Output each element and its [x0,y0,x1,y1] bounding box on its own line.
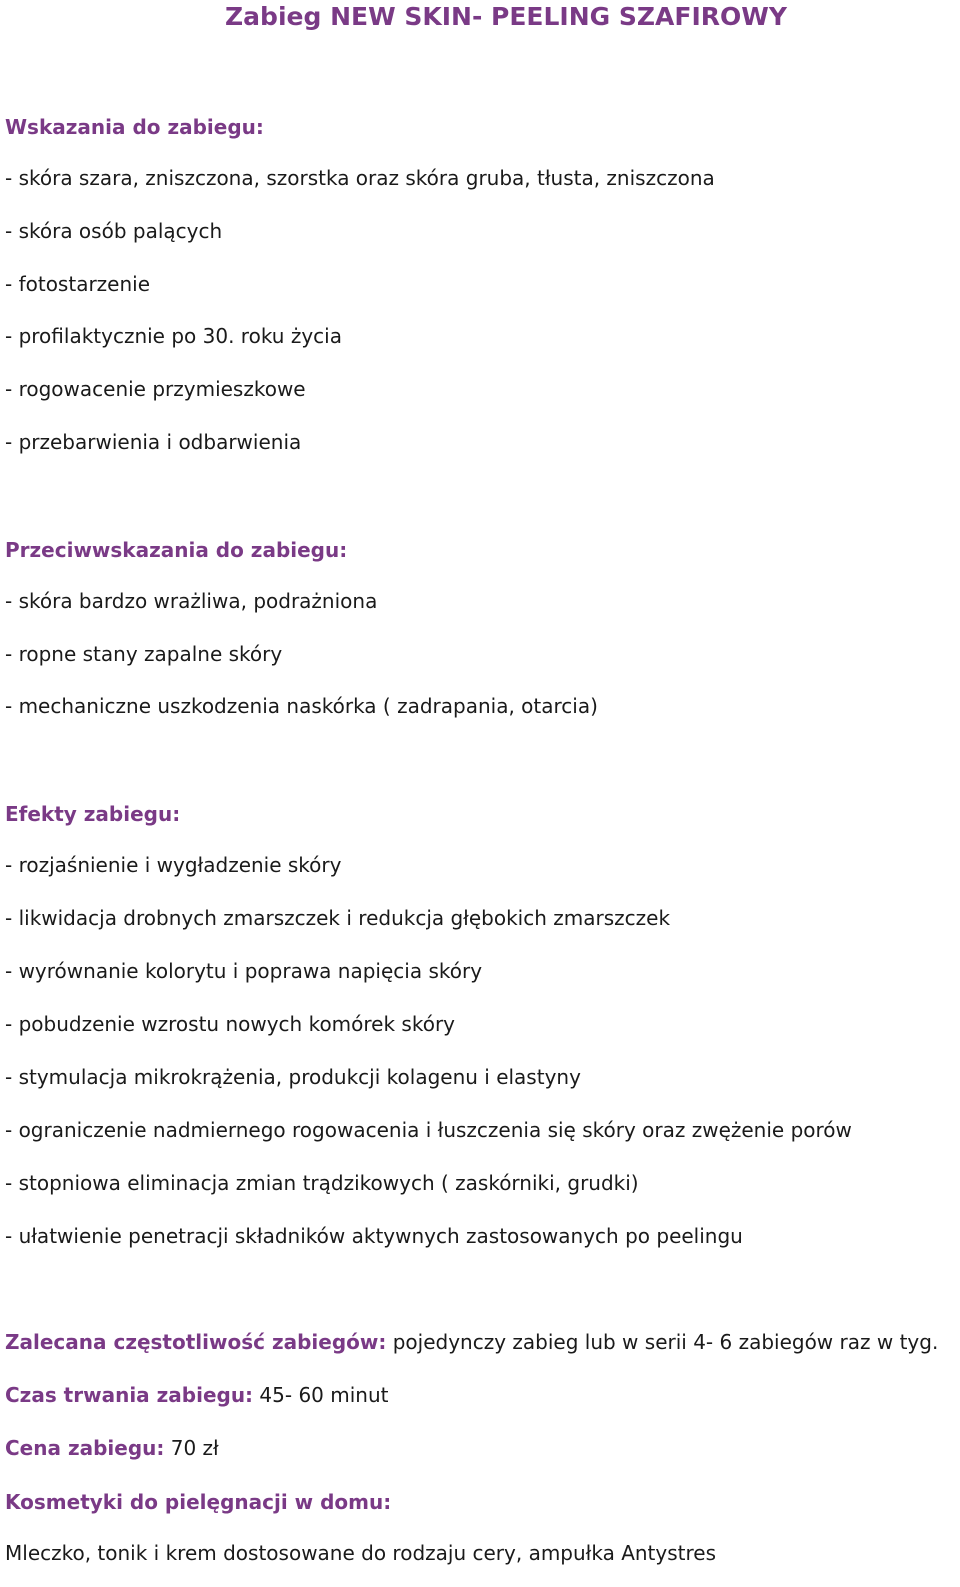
list-item: - skóra bardzo wrażliwa, podrażniona [5,589,378,613]
page-title: Zabieg NEW SKIN- PEELING SZAFIROWY [225,2,787,31]
duration-label: Czas trwania zabiegu: [5,1383,254,1407]
duration-row [5,1381,388,1409]
list-item: - wyrównanie kolorytu i poprawa napięcia skóry [5,959,483,983]
list-item: - likwidacja drobnych zmarszczek i redukcja głębokich zmarszczek [5,906,671,930]
list-item: - ropne stany zapalne skóry [5,642,283,666]
list-item: - ułatwienie penetracji składników aktywnych zastosowanych po peelingu [5,1224,743,1248]
price-value: 70 zł [170,1436,219,1460]
indications-heading: Wskazania do zabiegu: [5,115,264,139]
list-item: - ograniczenie nadmiernego rogowacenia i łuszczenia się skóry oraz zwężenie porów [5,1118,852,1142]
list-item: - mechaniczne uszkodzenia naskórka ( zadrapania, otarcia) [5,694,598,718]
frequency-value: pojedynczy zabieg lub w serii 4- 6 zabiegów raz w tyg. [392,1330,939,1354]
list-item: - stopniowa eliminacja zmian trądzikowych ( zaskórniki, grudki) [5,1171,639,1195]
price-label: Cena zabiegu: [5,1436,165,1460]
price-row [5,1434,219,1462]
list-item: - rozjaśnienie i wygładzenie skóry [5,853,342,877]
effects-heading: Efekty zabiegu: [5,802,181,826]
list-item: - skóra szara, zniszczona, szorstka oraz skóra gruba, tłusta, zniszczona [5,166,715,190]
list-item: - skóra osób palących [5,219,223,243]
list-item: - przebarwienia i odbarwienia [5,430,302,454]
list-item: - rogowacenie przymieszkowe [5,377,306,401]
list-item: - fotostarzenie [5,272,151,296]
list-item: - profilaktycznie po 30. roku życia [5,324,342,348]
cosmetics-value: Mleczko, tonik i krem dostosowane do rodzaju cery, ampułka Antystres [5,1541,717,1565]
list-item: - stymulacja mikrokrążenia, produkcji kolagenu i elastyny [5,1065,581,1089]
frequency-row [5,1328,938,1356]
list-item: - pobudzenie wzrostu nowych komórek skóry [5,1012,456,1036]
frequency-label: Zalecana częstotliwość zabiegów: [5,1330,387,1354]
cosmetics-heading: Kosmetyki do pielęgnacji w domu: [5,1490,392,1514]
contraindications-heading: Przeciwwskazania do zabiegu: [5,538,348,562]
duration-value: 45- 60 minut [259,1383,389,1407]
